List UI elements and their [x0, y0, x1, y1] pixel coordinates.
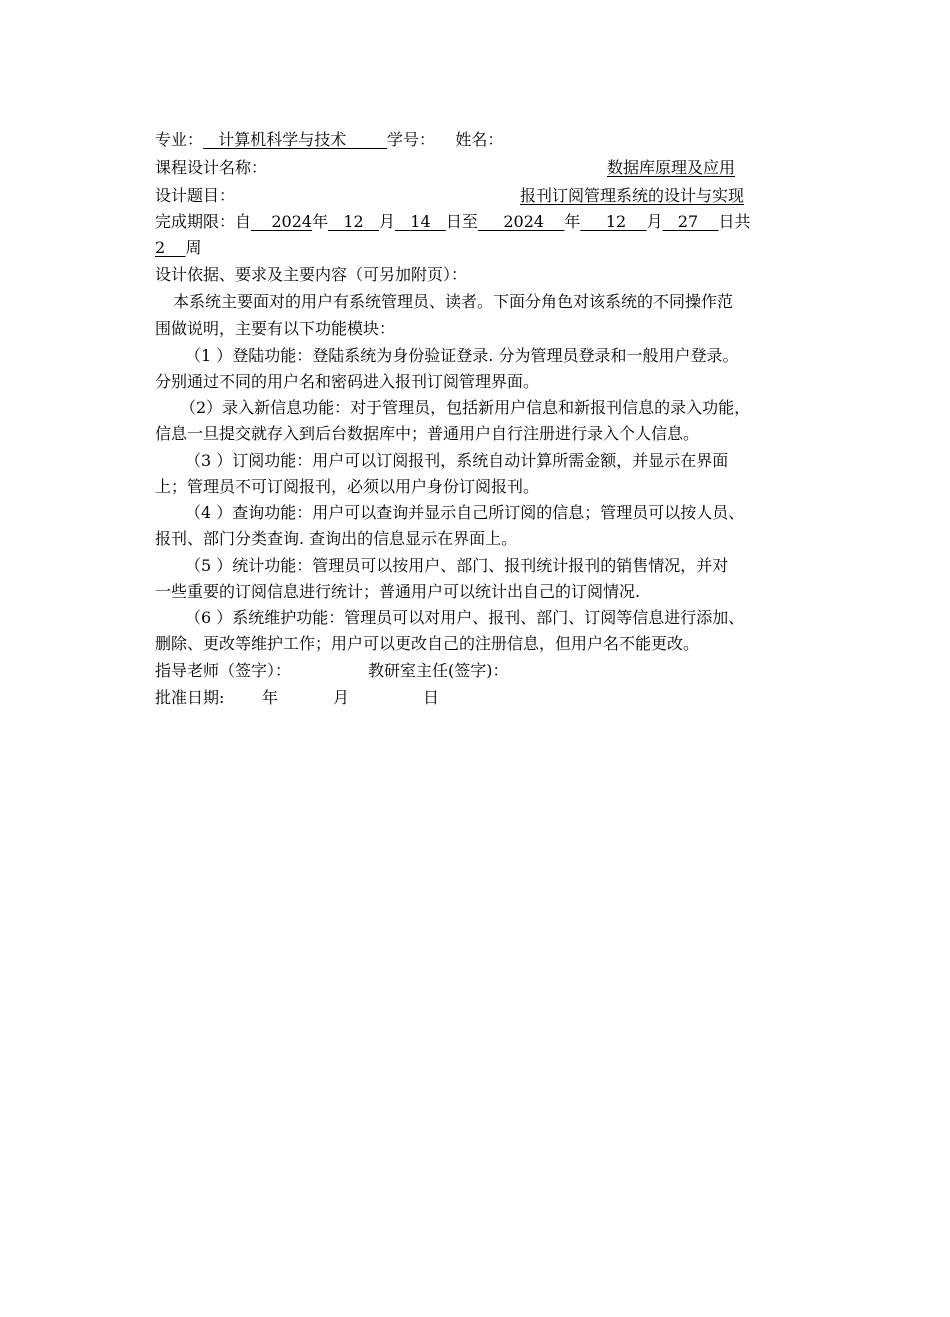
approval-label: 批准日期: [155, 688, 225, 707]
name-label: 姓名： [455, 130, 504, 149]
weeks-value: 2 [155, 238, 166, 257]
approval-year: 年 [262, 688, 279, 707]
topic-value: 报刊订阅管理系统的设计与实现 [520, 186, 745, 205]
approval-day: 日 [423, 688, 440, 707]
end-year: 2024 [503, 212, 545, 231]
end-month: 12 [605, 212, 627, 231]
end-day: 27 [677, 212, 699, 231]
day-to: 日至 [445, 212, 478, 231]
item-3-line-1: （3 ）订阅功能：用户可以订阅报刊，系统自动计算所需金额，并显示在界面 [185, 451, 729, 470]
weeks-field [155, 238, 186, 257]
item-1-line-1: （1 ）登陆功能：登陆系统为身份验证登录. 分为管理员登录和一般用户登录。 [185, 346, 739, 365]
item-2-line-2: 信息一旦提交就存入到后台数据库中；普通用户自行注册进行录入个人信息。 [155, 424, 700, 443]
major-value: 计算机科学与技术 [218, 130, 347, 149]
course-label: 课程设计名称： [155, 158, 268, 177]
approval-month: 月 [333, 688, 350, 707]
item-1-line-2: 分别通过不同的用户名和密码进入报刊订阅管理界面。 [155, 372, 540, 391]
intro-line-2: 围做说明，主要有以下功能模块： [155, 319, 396, 338]
item-6-line-1: （6 ）系统维护功能：管理员可以对用户、报刊、部门、订阅等信息进行添加、 [185, 608, 745, 627]
item-4-line-1: （4 ）查询功能：用户可以查询并显示自己所订阅的信息；管理员可以按人员、 [185, 503, 745, 522]
director-signature: 教研室主任(签字)： [368, 661, 509, 680]
end-month-field [580, 212, 646, 231]
start-year-field [251, 212, 312, 231]
topic-field [235, 186, 744, 205]
weeks-line [155, 238, 202, 258]
start-day: 14 [410, 212, 431, 231]
item-6-line-2: 删除、更改等维护工作；用户可以更改自己的注册信息，但用户名不能更改。 [155, 634, 700, 653]
day-total: 日共 [718, 212, 751, 231]
week-char: 周 [185, 238, 202, 257]
section-title: 设计依据、要求及主要内容（可另加附页）： [155, 265, 468, 284]
student-id-label: 学号： [386, 130, 435, 149]
start-month-field [328, 212, 379, 231]
course-field [267, 158, 735, 177]
year-char: 年 [312, 212, 329, 231]
item-2-line-1: （2）录入新信息功能：对于管理员，包括新用户信息和新报刊信息的录入功能， [180, 398, 751, 417]
course-line [155, 158, 735, 178]
year-char-2: 年 [564, 212, 581, 231]
month-char: 月 [378, 212, 395, 231]
advisor-signature: 指导老师（签字）： [155, 661, 292, 680]
start-month: 12 [343, 212, 364, 231]
major-field [203, 130, 387, 149]
item-5-line-1: （5 ）统计功能：管理员可以按用户、部门、报刊统计报刊的销售情况，并对 [185, 556, 729, 575]
month-char-2: 月 [646, 212, 663, 231]
period-line [155, 212, 751, 232]
major-line [155, 130, 503, 150]
item-5-line-2: 一些重要的订阅信息进行统计；普通用户可以统计出自己的订阅情况. [155, 582, 641, 601]
course-value: 数据库原理及应用 [607, 158, 736, 177]
topic-line [155, 186, 744, 206]
item-3-line-2: 上；管理员不可订阅报刊，必须以用户身份订阅报刊。 [155, 477, 540, 496]
item-4-line-2: 报刊、部门分类查询. 查询出的信息显示在界面上。 [155, 529, 518, 548]
end-day-field [663, 212, 719, 231]
intro-line-1: 本系统主要面对的用户有系统管理员、读者。下面分角色对该系统的不同操作范 [173, 292, 734, 311]
start-year: 2024 [271, 212, 313, 231]
major-label: 专业： [155, 130, 204, 149]
start-day-field [395, 212, 446, 231]
end-year-field [478, 212, 565, 231]
period-prefix: 完成期限：自 [155, 212, 252, 231]
topic-label: 设计题目： [155, 186, 236, 205]
